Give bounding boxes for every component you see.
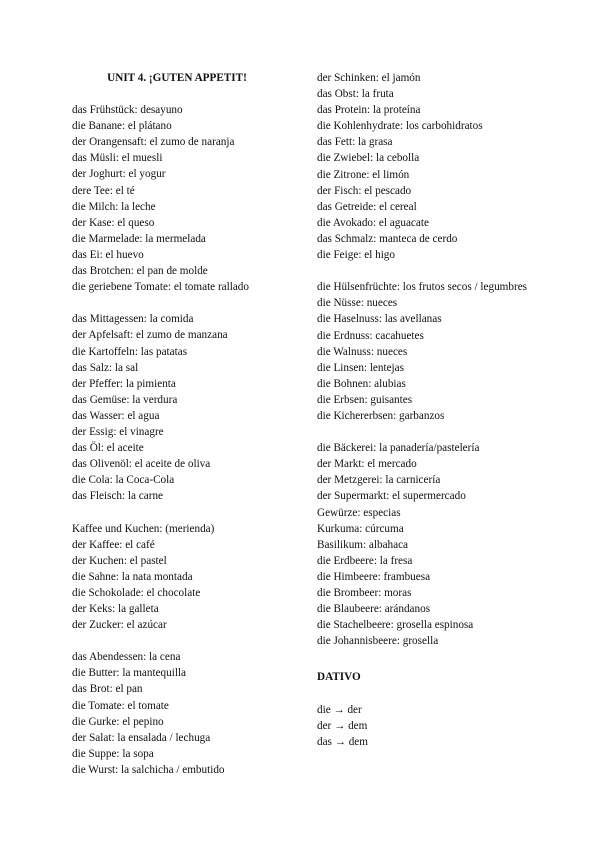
vocab-entry: das Schmalz: manteca de cerdo <box>317 232 458 245</box>
vocab-entry: die Stachelbeere: grosella espinosa <box>317 619 474 632</box>
vocab-entry: die Zitrone: el limón <box>317 168 410 181</box>
vocab-entry: der Kaffee: el café <box>72 538 155 551</box>
vocab-entry: der → dem <box>317 719 368 732</box>
vocab-entry: das Protein: la proteína <box>317 104 421 117</box>
vocab-entry: die Wurst: la salchicha / embutido <box>72 763 225 776</box>
vocab-entry: das Fleisch: la carne <box>72 490 164 503</box>
vocab-entry: der Orangensaft: el zumo de naranja <box>72 136 235 149</box>
vocab-entry: die geriebene Tomate: el tomate rallado <box>72 281 249 294</box>
vocab-entry: die Banane: el plátano <box>72 120 172 133</box>
vocab-entry: das Ei: el huevo <box>72 248 144 261</box>
vocab-entry: der Keks: la galleta <box>72 603 159 615</box>
snack-list <box>72 521 300 634</box>
vocab-entry: die Erdnuss: cacahuetes <box>317 329 424 342</box>
spacer <box>72 504 300 520</box>
vocab-entry: die Kichererbsen: garbanzos <box>317 409 445 422</box>
vocab-entry: die Avokado: el aguacate <box>317 216 429 229</box>
vocab-entry: dere Tee: el té <box>72 184 135 197</box>
vocab-entry: das Abendessen: la cena <box>72 651 181 664</box>
vocab-entry: die Suppe: la sopa <box>72 747 154 760</box>
vocab-entry: der Essig: el vinagre <box>72 425 164 438</box>
vocab-entry: die Gurke: el pepino <box>72 715 164 728</box>
vocab-entry: der Salat: la ensalada / lechuga <box>72 731 211 744</box>
vocab-entry: die Erbsen: guisantes <box>317 393 413 406</box>
vocab-entry: die Nüsse: nueces <box>317 297 398 310</box>
vocab-entry: das Olivenöl: el aceite de oliva <box>72 458 211 471</box>
vocab-entry: das Mittagessen: la comida <box>72 313 194 326</box>
vocab-entry: der Metzgerei: la carnicería <box>317 474 441 487</box>
foods-list <box>317 70 537 263</box>
vocab-entry: der Supermarkt: el supermercado <box>317 490 466 503</box>
vocab-entry: Gewürze: especias <box>317 506 401 519</box>
vocab-entry: die Kohlenhydrate: los carbohidratos <box>317 120 483 133</box>
vocab-entry: die Erdbeere: la fresa <box>317 554 413 567</box>
vocab-entry: die Haselnuss: las avellanas <box>317 313 442 326</box>
right-column <box>317 70 537 750</box>
spacer <box>317 424 537 440</box>
vocab-entry: der Joghurt: el yogur <box>72 168 166 181</box>
page-title: UNIT 4. ¡GUTEN APPETIT! <box>107 72 247 84</box>
vocab-entry: die → der <box>317 703 362 716</box>
vocab-entry: der Pfeffer: la pimienta <box>72 377 176 390</box>
vocab-entry: das Frühstück: desayuno <box>72 104 183 117</box>
vocab-entry: die Hülsenfrüchte: los frutos secos / legumbres <box>317 281 528 294</box>
dativo-heading: DATIVO <box>317 671 361 684</box>
vocab-entry: die Himbeere: frambuesa <box>317 570 431 583</box>
vocab-entry: das Salz: la sal <box>72 361 139 374</box>
breakfast-list <box>72 102 300 295</box>
vocab-entry: das Obst: la fruta <box>317 88 394 101</box>
spacer <box>317 263 537 279</box>
vocab-entry: die Milch: la leche <box>72 200 156 213</box>
vocab-entry: das → dem <box>317 735 368 748</box>
vocab-entry: Kurkuma: cúrcuma <box>317 522 404 535</box>
vocab-entry: der Kase: el queso <box>72 216 155 229</box>
vocab-entry: der Markt: el mercado <box>317 458 417 471</box>
vocab-entry: der Kuchen: el pastel <box>72 554 167 567</box>
vocab-entry: die Cola: la Coca-Cola <box>72 474 175 487</box>
vocab-entry: die Brombeer: moras <box>317 587 412 599</box>
vocab-entry: der Apfelsaft: el zumo de manzana <box>72 329 228 342</box>
spacer <box>317 649 537 665</box>
vocab-entry: die Bäckerei: la panadería/pastelería <box>317 442 480 455</box>
vocab-entry: Kaffee und Kuchen: (merienda) <box>72 522 215 535</box>
vocab-entry: die Schokolade: el chocolate <box>72 586 201 599</box>
vocab-entry: die Zwiebel: la cebolla <box>317 152 420 165</box>
vocab-entry: das Getreide: el cereal <box>317 200 417 213</box>
vocab-entry: das Wasser: el agua <box>72 409 160 422</box>
vocab-entry: der Schinken: el jamón <box>317 72 421 84</box>
vocab-entry: Basilikum: albahaca <box>317 538 409 551</box>
vocab-entry: die Bohnen: alubias <box>317 377 406 390</box>
vocab-entry: das Gemüse: la verdura <box>72 393 178 406</box>
vocab-entry: der Fisch: el pescado <box>317 184 412 197</box>
vocab-entry: die Sahne: la nata montada <box>72 570 193 583</box>
vocab-entry: das Öl: el aceite <box>72 442 144 455</box>
spacer <box>72 633 300 649</box>
vocab-entry: die Walnuss: nueces <box>317 345 408 358</box>
lunch-list <box>72 311 300 504</box>
vocab-entry: die Feige: el higo <box>317 249 395 262</box>
left-column <box>72 70 300 778</box>
dativo-list <box>317 702 537 750</box>
vocab-entry: das Brot: el pan <box>72 683 143 696</box>
vocab-entry: der Zucker: el azúcar <box>72 619 167 632</box>
dinner-list <box>72 649 300 778</box>
shops-spices-berries-list <box>317 440 537 649</box>
vocab-entry: die Johannisbeere: grosella <box>317 635 439 648</box>
spacer <box>72 295 300 311</box>
vocab-entry: die Kartoffeln: las patatas <box>72 345 188 358</box>
vocab-entry: die Tomate: el tomate <box>72 699 169 712</box>
vocab-entry: die Marmelade: la mermelada <box>72 232 206 245</box>
vocab-entry: die Blaubeere: arándanos <box>317 603 431 616</box>
vocab-entry: die Linsen: lentejas <box>317 361 404 374</box>
vocab-entry: das Müsli: el muesli <box>72 152 163 165</box>
legumes-list <box>317 279 537 424</box>
vocab-entry: das Fett: la grasa <box>317 136 393 149</box>
vocab-entry: die Butter: la mantequilla <box>72 667 187 680</box>
vocab-entry: das Brotchen: el pan de molde <box>72 265 208 278</box>
